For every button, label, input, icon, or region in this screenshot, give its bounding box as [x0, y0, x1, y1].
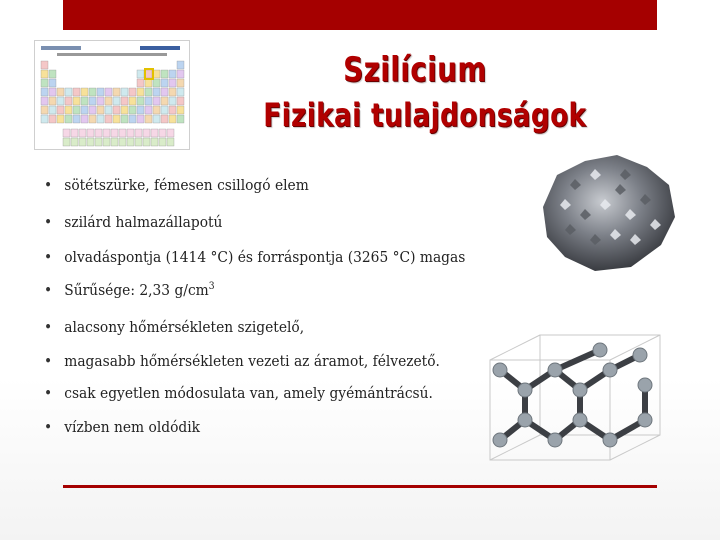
silicon-rock-image: [535, 145, 680, 280]
slide-subtitle: Fizikai tulajdonságok: [263, 96, 587, 134]
bullet-item: • alacsony hőmérsékleten szigetelő,: [44, 318, 305, 336]
bullet-item: • szilárd halmazállapotú: [44, 213, 223, 231]
density-superscript: 3: [208, 281, 215, 292]
top-accent-bar: [63, 0, 657, 30]
diamond-lattice-image: [480, 330, 670, 465]
bottom-accent-line: [63, 485, 657, 488]
bullet-item: • magasabb hőmérsékleten vezeti az áramot, félvezető.: [44, 352, 440, 370]
slide-title: Szilícium: [343, 50, 487, 90]
bullet-item: • olvadáspontja (1414 °C) és forráspontja (3265 °C) magas: [44, 248, 466, 266]
bullet-item: • Sűrűsége: 2,33 $g/cm^3$: [44, 281, 215, 299]
bullet-item: • sötétszürke, fémesen csillogó elem: [44, 176, 309, 194]
bullet-item: • vízben nem oldódik: [44, 418, 200, 436]
bullet-item: • csak egyetlen módosulata van, amely gyémántrácsú.: [44, 384, 433, 402]
periodic-table-image: [34, 40, 190, 150]
